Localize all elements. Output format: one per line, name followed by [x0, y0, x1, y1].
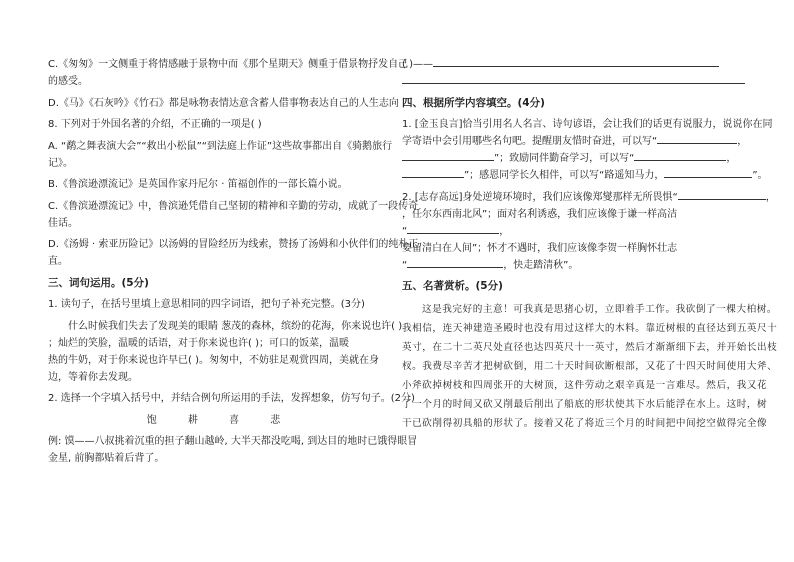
question-8-option-d: D.《汤姆 · 索亚历险记》以汤姆的冒险经历为线索，赞扬了汤姆和小伙伴们的纯朴正 — [48, 239, 419, 250]
fill-1-blank-a[interactable] — [657, 133, 737, 144]
fill-1-blank-d[interactable] — [402, 167, 464, 178]
fill-2-blank-c[interactable] — [407, 257, 503, 268]
top-paren: ( )—— — [402, 59, 433, 70]
fill-1-blank-e[interactable] — [664, 167, 752, 178]
fill-2-blank-b[interactable] — [407, 223, 499, 234]
fill-1-blank-c[interactable] — [634, 150, 726, 161]
passage-line-2: 我相信，连天神建造圣殿时也没有用过这样大的木料。靠近树根的直径达到五英尺十 — [402, 322, 778, 334]
fill-1-line-4-end: ”。 — [752, 170, 768, 181]
question-8-option-a: A. “鹬之舞表演大会”“救出小松鼠”“到法庭上作证”这些故事都出自《骑鹅旅行 — [48, 140, 393, 152]
fill-1-line-4-text: ”；感恩同学长久相伴，可以写“路遥知马力， — [464, 170, 665, 181]
question-1-text-line-2: ；灿烂的笑脸，温暖的话语，对于你来说也许( )；可口的饭菜，温暖 — [48, 337, 349, 349]
section-3-question-1: 1. 读句子，在括号里填上意思相同的四字词语，把句子补充完整。(3分) — [48, 299, 365, 310]
fill-2-line-1: 2. [志存高远]身处逆境环境时，我们应该像郑燮那样无所畏惧“ ， — [402, 189, 747, 206]
fill-2-blank-a[interactable] — [678, 189, 766, 200]
example-sentence-line-1: 例: 馍——八叔挑着沉重的担子翻山越岭, 大半天都没吃喝, 到达目的地时已饿得眼冒 — [48, 436, 418, 447]
section-3-question-2: 2. 选择一个字填入括号中，并结合例句所运用的手法，发挥想象，仿写句子。(2分) — [48, 393, 415, 404]
question-1-text-line-1: 什么时候我们失去了发现美的眼睛 葱茂的森林，缤纷的花海，你来说也许( ) — [68, 320, 403, 332]
fill-2-line-2: ，任尔东西南北风”；面对名利诱惑，我们应该像于谦一样高洁 — [402, 208, 678, 220]
fill-2-line-5-text: ，快走踏清秋”。 — [503, 259, 579, 271]
question-8-option-c-cont: 佳话。 — [48, 217, 78, 229]
word-choices: 饱 耕 喜 悲 — [146, 414, 295, 426]
question-7-option-c-cont: 的感受。 — [48, 76, 88, 87]
top-answer-blank-2[interactable] — [402, 73, 745, 84]
question-8-option-a-cont: 记》。 — [48, 157, 73, 169]
fill-1-line-2: 学寄语中会引用哪些名句吧。提醒朋友惜时奋进，可以写“ ， — [402, 133, 747, 150]
right-column — [402, 56, 778, 433]
fill-2-line-3-quote: “ — [402, 225, 408, 237]
fill-1-line-3: ”；致励同伴勤奋学习，可以写“ ， — [402, 150, 747, 167]
example-sentence-line-2: 金星, 前胸都贴着后背了。 — [48, 453, 165, 464]
fill-2-line-3: “ ， — [402, 223, 747, 240]
question-1-text-line-4: 边，等着你去发现。 — [48, 371, 138, 383]
section-5-heading: 五、名著赏析。(5分) — [402, 280, 503, 292]
question-8-option-c: C.《鲁滨逊漂流记》中，鲁滨逊凭借自己坚韧的精神和辛勤的劳动，成就了一段传奇 — [48, 200, 419, 212]
question-1-text-line-3: 热的牛奶，对于你来说也许早已( )。匆匆中，不妨驻足观赏四周，美就在身 — [48, 354, 379, 366]
passage-line-4: 杈。我费尽辛苦才把树砍倒，用二十天时间砍断根部，又花了十四天时间使用大斧、 — [402, 360, 778, 372]
section-3-heading: 三、词句运用。(5分) — [48, 276, 149, 289]
fill-1-line-1: 1. [金玉良言]恰当引用名人名言、诗句谚语，会让我们的话更有说服力，说说你在同 — [402, 119, 773, 130]
section-4-heading: 四、根据所学内容填空。(4分) — [402, 96, 545, 109]
fill-2-line-4: 要留清白在人间”；怀才不遇时，我们应该像李贺一样胸怀壮志 — [402, 242, 678, 254]
question-7-option-c: C.《匆匆》一文侧重于将情感融于景物中而《那个星期天》侧重于借景物抒发自己 — [48, 59, 409, 70]
fill-2-line-5-quote: “ — [402, 259, 408, 271]
passage-line-3: 英寸，在二十二英尺处直径也达四英尺十一英寸，然后才渐渐细下去，并开始长出枝 — [402, 341, 778, 353]
question-8-option-b: B.《鲁滨逊漂流记》是英国作家丹尼尔 · 笛福创作的一部长篇小说。 — [48, 179, 348, 190]
passage-line-5: 小斧砍掉树枝和四周张开的大树顶，这件劳动之艰辛真是一言难尽。然后，我又花 — [402, 379, 768, 391]
passage-line-7: 干已砍削得初具船的形状了。接着又花了将近三个月的时间把中间挖空做得完全像 — [402, 417, 768, 429]
top-answer-line-2 — [402, 73, 747, 90]
left-column — [48, 56, 419, 467]
fill-2-line-1-text: 2. [志存高远]身处逆境环境时，我们应该像郑燮那样无所畏惧“ — [402, 191, 678, 203]
passage-line-6: 了一个月的时间又砍又削最后削出了船底的形状使其下水后能浮在水上。这时，树 — [402, 398, 768, 410]
fill-1-blank-b[interactable] — [402, 150, 494, 161]
fill-1-line-3-text: ”；致励同伴勤奋学习，可以写“ — [494, 153, 635, 164]
top-fill-line — [402, 56, 747, 73]
question-7-option-d: D.《马》《石灰吟》《竹石》都是咏物表情达意含蓄人借事物表达自己的人生志向 — [48, 97, 399, 109]
fill-1-line-2-text: 学寄语中会引用哪些名句吧。提醒朋友惜时奋进，可以写“ — [402, 136, 658, 147]
passage-line-1: 这是我完好的主意！可我真是思猪心切，立即着手工作。我砍倒了一棵大柏树。 — [422, 303, 778, 315]
top-answer-blank[interactable] — [433, 56, 719, 67]
question-8-option-d-cont: 直。 — [48, 256, 68, 267]
question-8: 8. 下列对于外国名著的介绍，不正确的一项是( ) — [48, 119, 262, 130]
fill-2-line-5 — [402, 257, 747, 274]
fill-1-line-4 — [402, 167, 768, 184]
